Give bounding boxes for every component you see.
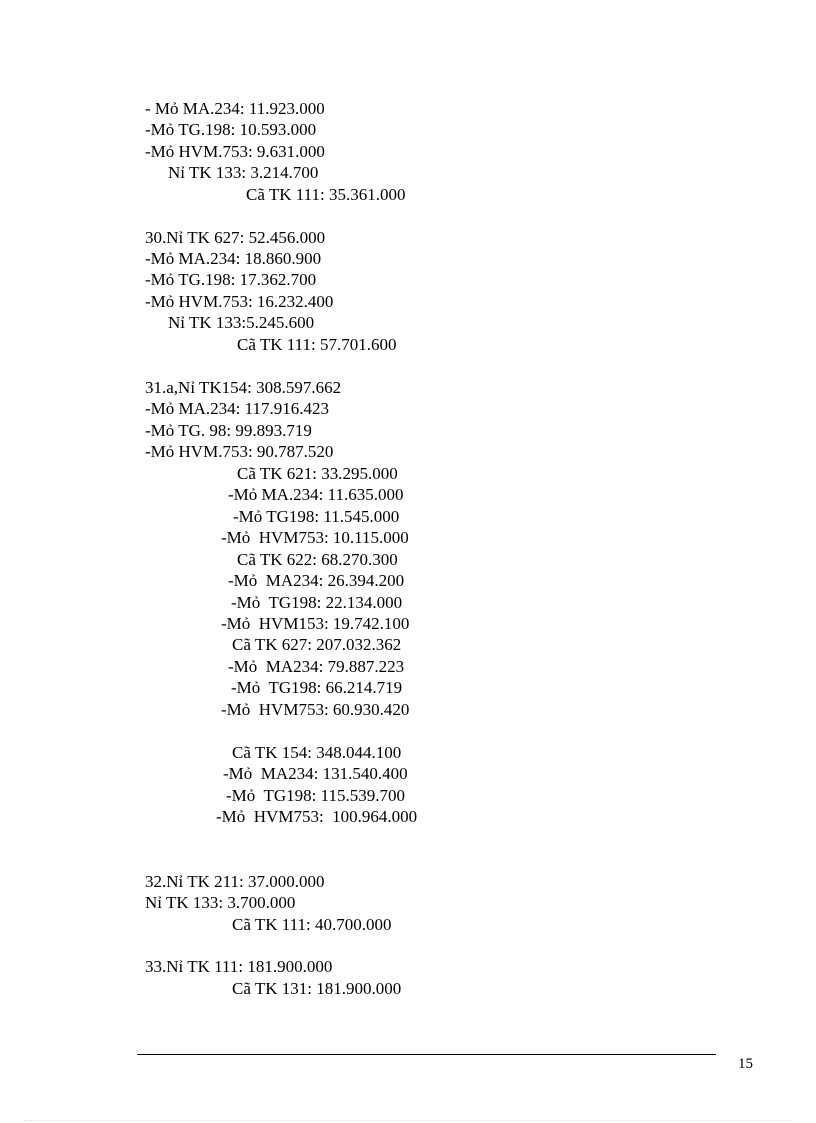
- entry-line: -Mỏ HVM753: 100.964.000: [216, 807, 418, 826]
- entry-line: -Mỏ TG.198: 10.593.000: [145, 120, 317, 139]
- entry-line: Cã TK 154: 348.044.100: [232, 743, 402, 762]
- page-edge-divider: [24, 1120, 792, 1121]
- entry-line: Nỉ TK 133: 3.700.000: [145, 893, 296, 912]
- page-number: 15: [738, 1056, 753, 1072]
- entry-line: 31.a,Nỉ TK154: 308.597.662: [145, 378, 342, 397]
- entry-line: Nỉ TK 133: 3.214.700: [168, 163, 319, 182]
- entry-line: Cã TK 131: 181.900.000: [232, 979, 402, 998]
- entry-line: Cã TK 111: 57.701.600: [237, 335, 397, 354]
- entry-line: -Mỏ MA.234: 18.860.900: [145, 249, 322, 268]
- entry-line: -Mỏ MA234: 26.394.200: [228, 571, 405, 590]
- entry-line: -Mỏ HVM753: 10.115.000: [221, 528, 409, 547]
- entry-line: -Mỏ TG198: 115.539.700: [226, 786, 405, 805]
- entry-line: -Mỏ MA234: 79.887.223: [228, 657, 405, 676]
- entry-line: Cã TK 621: 33.295.000: [237, 464, 398, 483]
- entry-line: -Mỏ HVM.753: 90.787.520: [145, 442, 334, 461]
- entry-line: Cã TK 111: 40.700.000: [232, 915, 392, 934]
- entry-line: -Mỏ MA.234: 117.916.423: [145, 399, 330, 418]
- entry-line: -Mỏ TG. 98: 99.893.719: [145, 421, 312, 440]
- entry-line: 33.Nỉ TK 111: 181.900.000: [145, 957, 333, 976]
- entry-line: -Mỏ HVM.753: 9.631.000: [145, 142, 325, 161]
- entry-line: -Mỏ HVM.753: 16.232.400: [145, 292, 334, 311]
- footer-divider: [137, 1054, 716, 1055]
- entry-line: Cã TK 111: 35.361.000: [246, 185, 406, 204]
- entry-line: -Mỏ HVM153: 19.742.100: [221, 614, 410, 633]
- entry-line: 30.Nỉ TK 627: 52.456.000: [145, 228, 326, 247]
- entry-line: -Mỏ MA.234: 11.635.000: [228, 485, 404, 504]
- entry-line: -Mỏ MA234: 131.540.400: [223, 764, 408, 783]
- entry-line: -Mỏ HVM753: 60.930.420: [221, 700, 410, 719]
- entry-line: -Mỏ TG198: 22.134.000: [231, 593, 403, 612]
- entry-line: -Mỏ TG.198: 17.362.700: [145, 270, 317, 289]
- entry-line: -Mỏ TG198: 11.545.000: [233, 507, 400, 526]
- entry-line: 32.Nỉ TK 211: 37.000.000: [145, 872, 325, 891]
- entry-line: - Mỏ MA.234: 11.923.000: [145, 99, 325, 118]
- entry-line: Nỉ TK 133:5.245.600: [168, 313, 315, 332]
- entry-line: -Mỏ TG198: 66.214.719: [231, 678, 403, 697]
- entry-line: Cã TK 622: 68.270.300: [237, 550, 398, 569]
- entry-line: Cã TK 627: 207.032.362: [232, 635, 402, 654]
